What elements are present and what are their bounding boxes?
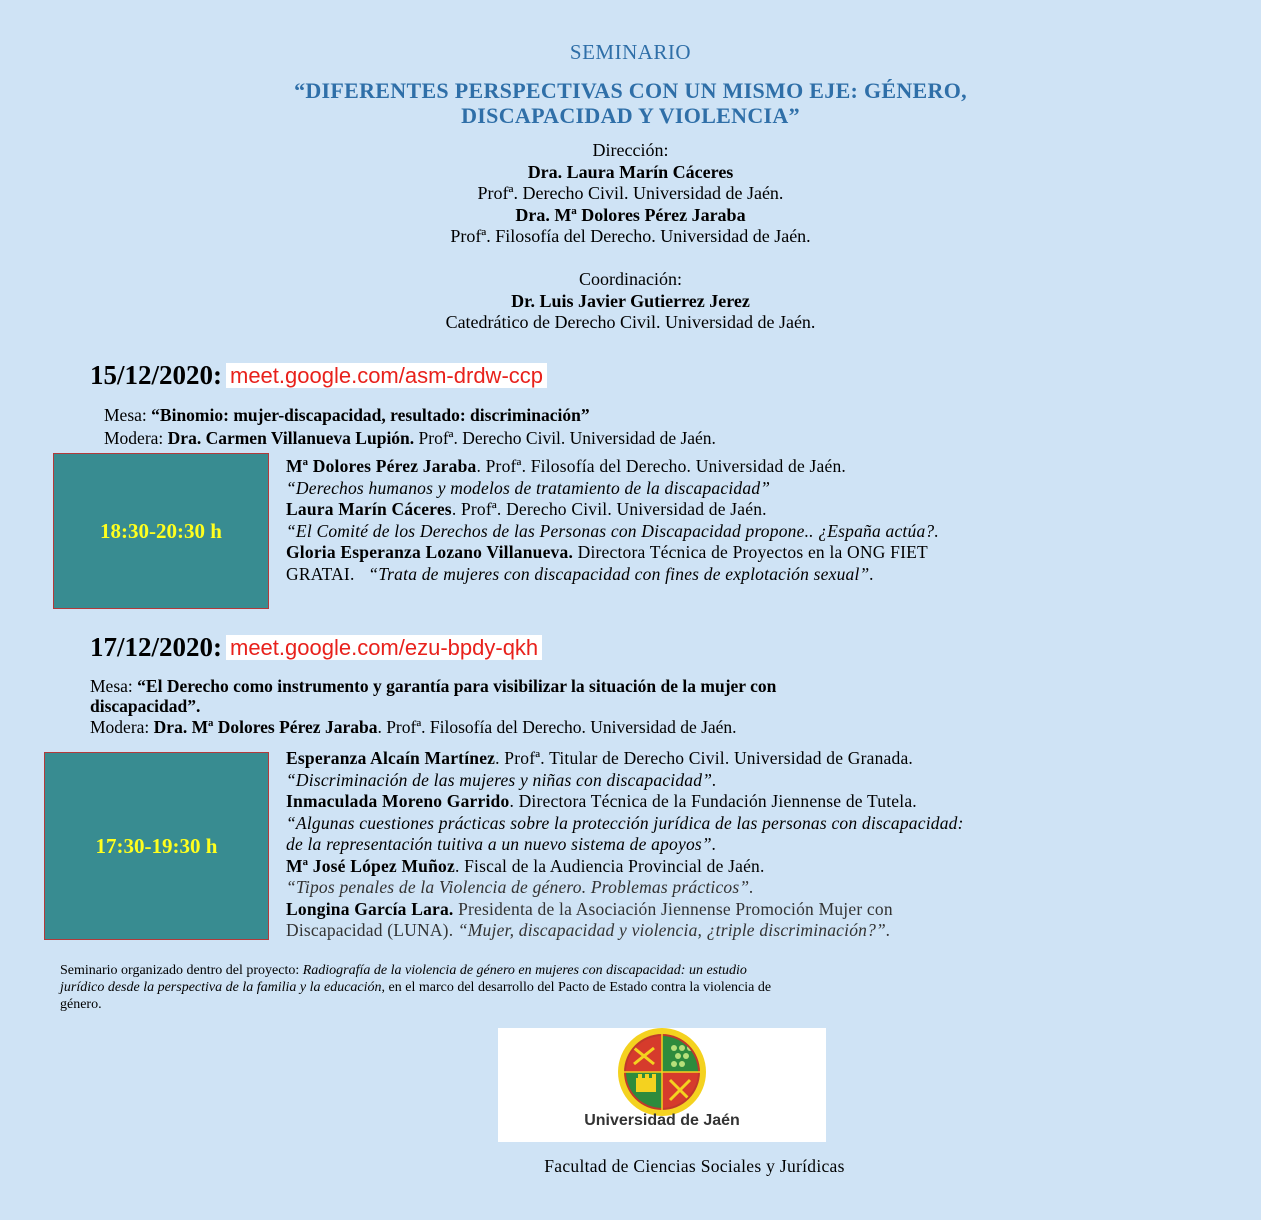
speaker-name: Esperanza Alcaín Martínez <box>286 748 496 768</box>
seminar-title-line2: DISCAPACIDAD Y VIOLENCIA” <box>461 103 800 128</box>
director2-role: Profª. Filosofía del Derecho. Universidad de Jaén. <box>450 226 811 246</box>
talk-title-cont: de la representación tuitiva a un nuevo sistema de apoyos”. <box>286 834 717 854</box>
talk-title: “Tipos penales de la Violencia de género. Problemas prácticos”. <box>286 877 754 897</box>
seminar-title <box>0 78 1261 128</box>
modera-label: Modera: <box>90 717 154 737</box>
session2-time: 17:30-19:30 h <box>95 833 218 858</box>
project-note-line3: género. <box>60 997 102 1012</box>
director2-name: Dra. Mª Dolores Pérez Jaraba <box>515 204 746 225</box>
speaker-name: Mª José López Muñoz <box>286 855 455 876</box>
speaker-role: Presidenta de la Asociación Jiennense Promoción Mujer con <box>453 898 893 919</box>
session1-moderator-name: Dra. Carmen Villanueva Lupión. <box>167 428 415 448</box>
session1-meet-link[interactable]: meet.google.com/asm-drdw-ccp <box>226 363 547 388</box>
seminar-title-line1: “DIFERENTES PERSPECTIVAS CON UN MISMO EJE: GÉNERO, <box>294 78 967 103</box>
speaker-role: Directora Técnica de Proyectos en la ONG FIET <box>573 542 928 562</box>
seminar-label: SEMINARIO <box>569 40 692 64</box>
direccion-label: Dirección: <box>592 140 669 160</box>
speaker-name: Longina García Lara. <box>286 898 454 919</box>
speaker-name: Gloria Esperanza Lozano Villanueva. <box>286 542 574 562</box>
speaker-role: . Fiscal de la Audiencia Provincial de Jaén. <box>454 855 765 876</box>
speaker-role-cont: GRATAI. <box>286 563 369 584</box>
session1-talks <box>286 456 939 585</box>
director1-role: Profª. Derecho Civil. Universidad de Jaén. <box>477 183 784 203</box>
speaker-name: Inmaculada Moreno Garrido <box>286 791 510 811</box>
speaker-role: . Profª. Derecho Civil. Universidad de Jaén. <box>451 499 767 519</box>
speaker-role: . Profª. Filosofía del Derecho. Universidad de Jaén. <box>476 456 846 476</box>
director1-name: Dra. Laura Marín Cáceres <box>527 161 734 182</box>
speaker-role: . Profª. Titular de Derecho Civil. Universidad de Granada. <box>495 748 914 768</box>
session1-moderator-role: Profª. Derecho Civil. Universidad de Jaén. <box>414 428 716 448</box>
coordinator-name: Dr. Luis Javier Gutierrez Jerez <box>511 290 750 311</box>
session1-time-box <box>53 453 269 609</box>
talk-title: “Trata de mujeres con discapacidad con fines de explotación sexual”. <box>368 563 875 584</box>
mesa-label: Mesa: <box>104 405 152 425</box>
modera-label: Modera: <box>104 428 168 448</box>
coordinacion-block <box>0 269 1261 334</box>
talk-item <box>286 748 964 770</box>
project-title-line2: jurídico desde la perspectiva de la familia y la educación <box>60 980 382 995</box>
talk-title: “El Comité de los Derechos de las Personas con Discapacidad propone.. ¿España actúa?. <box>286 520 939 541</box>
speaker-role: . Directora Técnica de la Fundación Jiennense de Tutela. <box>509 791 917 811</box>
session2-header <box>90 632 542 663</box>
direccion-block <box>0 140 1261 248</box>
talk-item <box>286 456 939 478</box>
faculty-name: Facultad de Ciencias Sociales y Jurídicas <box>544 1156 845 1176</box>
session2-time-box <box>44 752 269 940</box>
project-note <box>60 962 771 1013</box>
session2-talks <box>286 748 964 942</box>
talk-title: “Discriminación de las mujeres y niñas con discapacidad”. <box>286 769 717 790</box>
mesa-label: Mesa: <box>90 676 138 696</box>
speaker-name: Mª Dolores Pérez Jaraba <box>286 456 477 476</box>
speaker-name: Laura Marín Cáceres <box>286 499 452 519</box>
talk-item <box>286 920 964 942</box>
session2-meet-link[interactable]: meet.google.com/ezu-bpdy-qkh <box>226 635 542 660</box>
session1-mesa <box>104 405 716 448</box>
session2-mesa-title-line2: discapacidad”. <box>90 696 201 716</box>
session1-date: 15/12/2020: <box>90 360 222 390</box>
session2-mesa-title-line1: “El Derecho como instrumento y garantía para visibilizar la situación de la mujer con <box>137 676 777 696</box>
coordinator-role: Catedrático de Derecho Civil. Universidad de Jaén. <box>445 312 816 332</box>
session2-date: 17/12/2020: <box>90 632 222 662</box>
talk-title: “Derechos humanos y modelos de tratamiento de la discapacidad” <box>286 477 771 498</box>
coordinacion-label: Coordinación: <box>579 269 682 289</box>
university-logo <box>498 1028 826 1142</box>
project-note-suffix: , en el marco del desarrollo del Pacto de Estado contra la violencia de <box>381 980 772 995</box>
talk-item <box>286 856 964 878</box>
talk-item <box>286 899 964 921</box>
talk-title: “Algunas cuestiones prácticas sobre la protección jurídica de las personas con discapacidad: <box>286 812 964 833</box>
project-note-prefix: Seminario organizado dentro del proyecto: <box>60 963 303 978</box>
talk-item <box>286 499 939 521</box>
speaker-role-cont: Discapacidad (LUNA). <box>286 920 458 940</box>
project-title-line1: Radiografía de la violencia de género en mujeres con discapacidad: un estudio <box>302 963 747 978</box>
session2-mesa <box>90 676 776 737</box>
session1-header <box>90 360 547 391</box>
session1-mesa-title: “Binomio: mujer-discapacidad, resultado: discriminación” <box>151 405 590 425</box>
talk-item <box>286 542 939 564</box>
logo-wordmark: Universidad de Jaén <box>584 1112 740 1129</box>
talk-item <box>286 791 964 813</box>
talk-title: “Mujer, discapacidad y violencia, ¿triple discriminación?”. <box>457 920 891 940</box>
session2-moderator-role: . Profª. Filosofía del Derecho. Universidad de Jaén. <box>377 717 737 737</box>
session2-moderator-name: Dra. Mª Dolores Pérez Jaraba <box>153 717 378 737</box>
talk-item <box>286 564 939 586</box>
session1-time: 18:30-20:30 h <box>100 518 222 543</box>
